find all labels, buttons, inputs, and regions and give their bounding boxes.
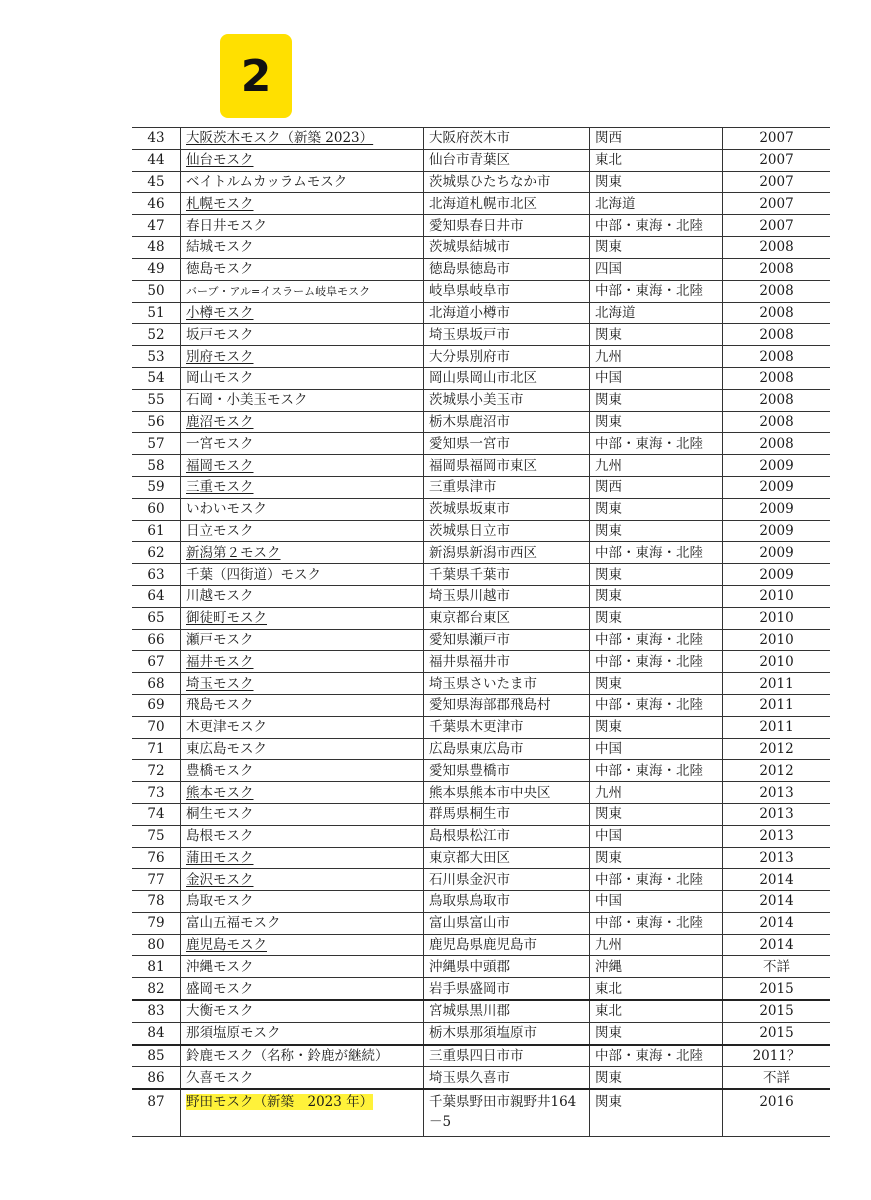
established-year: 2011 [759, 719, 794, 736]
established-year: 2011 [759, 675, 794, 692]
row-number: 69 [147, 697, 165, 714]
table-row [132, 585, 830, 607]
mosque-location: 大阪府茨木市 [429, 130, 510, 147]
mosque-location: 茨城県結城市 [429, 239, 510, 256]
established-year: 2011 [759, 697, 794, 714]
established-year: 2008 [759, 326, 794, 343]
mosque-region: 中部・東海・北陸 [595, 217, 703, 234]
mosque-region: 中部・東海・北陸 [595, 915, 703, 932]
mosque-region: 関東 [595, 501, 622, 518]
row-number: 78 [147, 893, 165, 910]
row-number: 85 [147, 1048, 165, 1065]
mosque-list-table [132, 127, 830, 1137]
mosque-region: 東北 [595, 152, 622, 169]
established-year: 2013 [759, 806, 794, 823]
mosque-location: 福井県福井市 [429, 653, 510, 670]
mosque-name: 鈴鹿モスク（名称・鈴鹿が継続） [186, 1048, 389, 1065]
mosque-region: 九州 [595, 348, 622, 365]
mosque-region: 沖縄 [595, 958, 622, 975]
mosque-name: 川越モスク [186, 588, 254, 605]
row-number: 58 [147, 457, 165, 474]
mosque-name: 日立モスク [186, 522, 254, 539]
mosque-location: 千葉県千葉市 [429, 566, 510, 583]
mosque-name: 野田モスク（新築 2023 年） [186, 1094, 374, 1111]
mosque-location: 栃木県鹿沼市 [429, 413, 510, 430]
mosque-location: 宮城県黒川郡 [429, 1003, 510, 1020]
mosque-location: 千葉県野田市親野井164－5 [429, 1094, 577, 1131]
mosque-region: 東北 [595, 980, 622, 997]
mosque-location: 三重県四日市市 [429, 1048, 524, 1065]
established-year: 2008 [759, 435, 794, 452]
mosque-region: 中部・東海・北陸 [595, 631, 703, 648]
row-number: 52 [147, 326, 165, 343]
mosque-name: 福岡モスク [186, 457, 254, 474]
mosque-name: ベイトルムカッラムモスク [186, 173, 348, 190]
mosque-location: 埼玉県久喜市 [429, 1069, 510, 1086]
established-year: 2009 [759, 522, 794, 539]
established-year: 2009 [759, 566, 794, 583]
mosque-region: 関東 [595, 413, 622, 430]
mosque-region: 中国 [595, 740, 622, 757]
mosque-location: 島根県松江市 [429, 828, 510, 845]
mosque-name: 埼玉モスク [186, 675, 254, 692]
established-year: 2007 [759, 173, 794, 190]
row-number: 76 [147, 849, 165, 866]
row-number: 54 [147, 370, 165, 387]
mosque-location: 栃木県那須塩原市 [429, 1025, 537, 1042]
mosque-region: 九州 [595, 937, 622, 954]
table-row [132, 803, 830, 825]
table-row [132, 1000, 830, 1022]
mosque-name: 島根モスク [186, 828, 254, 845]
table-row [132, 1089, 830, 1137]
mosque-location: 鹿児島県鹿児島市 [429, 937, 537, 954]
mosque-region: 中部・東海・北陸 [595, 697, 703, 714]
established-year: 2008 [759, 261, 794, 278]
table-row [132, 629, 830, 651]
established-year: 2013 [759, 849, 794, 866]
mosque-location: 愛知県春日井市 [429, 217, 524, 234]
mosque-region: 関東 [595, 719, 622, 736]
table-row [132, 912, 830, 934]
table-row [132, 520, 830, 542]
established-year: 2010 [759, 653, 794, 670]
mosque-region: 九州 [595, 457, 622, 474]
mosque-name: 別府モスク [186, 348, 254, 365]
row-number: 47 [147, 217, 165, 234]
mosque-region: 中部・東海・北陸 [595, 1048, 703, 1065]
row-number: 43 [147, 130, 165, 147]
mosque-location: 東京都台東区 [429, 610, 510, 627]
mosque-name: 御徒町モスク [186, 610, 267, 627]
mosque-region: 関東 [595, 326, 622, 343]
mosque-region: 中部・東海・北陸 [595, 435, 703, 452]
established-year: 2007 [759, 195, 794, 212]
established-year: 2008 [759, 283, 794, 300]
mosque-location: 三重県津市 [429, 479, 497, 496]
mosque-name: 那須塩原モスク [186, 1025, 281, 1042]
established-year: 2009 [759, 544, 794, 561]
table-row [132, 346, 830, 368]
mosque-region: 関東 [595, 566, 622, 583]
established-year: 不詳 [763, 958, 790, 975]
table-row [132, 389, 830, 411]
mosque-region: 北海道 [595, 195, 636, 212]
mosque-name: 富山五福モスク [186, 915, 281, 932]
mosque-name: 岡山モスク [186, 370, 254, 387]
mosque-location: 愛知県瀬戸市 [429, 631, 510, 648]
mosque-location: 茨城県ひたちなか市 [429, 173, 551, 190]
mosque-region: 関東 [595, 1025, 622, 1042]
mosque-region: 中部・東海・北陸 [595, 762, 703, 779]
table-row [132, 302, 830, 324]
row-number: 65 [147, 610, 165, 627]
table-row [132, 1022, 830, 1044]
row-number: 68 [147, 675, 165, 692]
mosque-region: 関東 [595, 173, 622, 190]
table-row [132, 956, 830, 978]
mosque-region: 東北 [595, 1003, 622, 1020]
row-number: 63 [147, 566, 165, 583]
table-row [132, 564, 830, 586]
mosque-name: 結城モスク [186, 239, 254, 256]
row-number: 61 [147, 522, 165, 539]
mosque-name: 木更津モスク [186, 719, 267, 736]
established-year: 不詳 [763, 1069, 790, 1086]
mosque-name: 熊本モスク [186, 784, 254, 801]
mosque-region: 中国 [595, 828, 622, 845]
table-row [132, 280, 830, 302]
table-row [132, 607, 830, 629]
table-row [132, 171, 830, 193]
mosque-region: 関東 [595, 1094, 622, 1111]
table-row [132, 455, 830, 477]
row-number: 86 [147, 1069, 165, 1086]
mosque-location: 熊本県熊本市中央区 [429, 784, 551, 801]
mosque-name: 金沢モスク [186, 871, 254, 888]
mosque-region: 関西 [595, 479, 622, 496]
row-number: 70 [147, 719, 165, 736]
row-number: 67 [147, 653, 165, 670]
mosque-name: 仙台モスク [186, 152, 254, 169]
table-row [132, 149, 830, 171]
mosque-name: 蒲田モスク [186, 849, 254, 866]
established-year: 2012 [759, 740, 794, 757]
row-number: 57 [147, 435, 165, 452]
mosque-name: 新潟第２モスク [186, 544, 281, 561]
mosque-name: 三重モスク [186, 479, 254, 496]
table-row [132, 193, 830, 215]
mosque-region: 九州 [595, 784, 622, 801]
table-row [132, 825, 830, 847]
table-row [132, 476, 830, 498]
mosque-location: 鳥取県鳥取市 [429, 893, 510, 910]
mosque-region: 中部・東海・北陸 [595, 653, 703, 670]
mosque-name: 瀬戸モスク [186, 631, 254, 648]
mosque-location: 埼玉県川越市 [429, 588, 510, 605]
row-number: 66 [147, 631, 165, 648]
mosque-name: 豊橋モスク [186, 762, 254, 779]
table-row [132, 324, 830, 346]
established-year: 2014 [759, 893, 794, 910]
mosque-name: 桐生モスク [186, 806, 254, 823]
table-row [132, 760, 830, 782]
mosque-region: 関東 [595, 675, 622, 692]
row-number: 56 [147, 413, 165, 430]
established-year: 2016 [759, 1094, 794, 1111]
table-row [132, 782, 830, 804]
mosque-location: 岩手県盛岡市 [429, 980, 510, 997]
mosque-name: 一宮モスク [186, 435, 254, 452]
established-year: 2008 [759, 370, 794, 387]
mosque-region: 中部・東海・北陸 [595, 871, 703, 888]
table-row [132, 891, 830, 913]
mosque-region: 北海道 [595, 304, 636, 321]
mosque-region: 関東 [595, 239, 622, 256]
mosque-name: 小樽モスク [186, 304, 254, 321]
mosque-location: 徳島県徳島市 [429, 261, 510, 278]
established-year: 2014 [759, 915, 794, 932]
row-number: 51 [147, 304, 165, 321]
mosque-name: 鳥取モスク [186, 893, 254, 910]
row-number: 79 [147, 915, 165, 932]
established-year: 2007 [759, 217, 794, 234]
row-number: 71 [147, 740, 165, 757]
mosque-location: 愛知県豊橋市 [429, 762, 510, 779]
established-year: 2012 [759, 762, 794, 779]
mosque-name: 東広島モスク [186, 740, 267, 757]
row-number: 82 [147, 980, 165, 997]
established-year: 2008 [759, 239, 794, 256]
mosque-location: 埼玉県さいたま市 [429, 675, 537, 692]
row-number: 77 [147, 871, 165, 888]
mosque-region: 四国 [595, 261, 622, 278]
mosque-location: 茨城県日立市 [429, 522, 510, 539]
mosque-location: 新潟県新潟市西区 [429, 544, 537, 561]
table-row [132, 367, 830, 389]
mosque-region: 中国 [595, 893, 622, 910]
table-row [132, 215, 830, 237]
mosque-region: 関東 [595, 588, 622, 605]
table-row [132, 411, 830, 433]
mosque-location: 広島県東広島市 [429, 740, 524, 757]
row-number: 74 [147, 806, 165, 823]
mosque-location: 東京都大田区 [429, 849, 510, 866]
mosque-region: 関東 [595, 522, 622, 539]
table-row [132, 716, 830, 738]
established-year: 2008 [759, 348, 794, 365]
mosque-location: 岐阜県岐阜市 [429, 283, 510, 300]
mosque-region: 関東 [595, 610, 622, 627]
table-row [132, 258, 830, 280]
mosque-location: 北海道札幌市北区 [429, 195, 537, 212]
established-year: 2009 [759, 457, 794, 474]
mosque-location: 岡山県岡山市北区 [429, 370, 537, 387]
row-number: 75 [147, 828, 165, 845]
mosque-name: 福井モスク [186, 653, 254, 670]
table-row [132, 869, 830, 891]
table-row [132, 694, 830, 716]
established-year: 2008 [759, 392, 794, 409]
established-year: 2010 [759, 588, 794, 605]
mosque-name: 石岡・小美玉モスク [186, 392, 308, 409]
mosque-location: 愛知県海部郡飛島村 [429, 697, 551, 714]
mosque-name: いわいモスク [186, 501, 267, 518]
row-number: 62 [147, 544, 165, 561]
established-year: 2015 [759, 1025, 794, 1042]
mosque-name: 鹿児島モスク [186, 937, 267, 954]
mosque-region: 中部・東海・北陸 [595, 544, 703, 561]
established-year: 2013 [759, 784, 794, 801]
mosque-location: 千葉県木更津市 [429, 719, 524, 736]
row-number: 50 [147, 283, 165, 300]
row-number: 87 [147, 1094, 165, 1111]
mosque-name: 飛島モスク [186, 697, 254, 714]
mosque-name: 久喜モスク [186, 1069, 254, 1086]
mosque-region: 関東 [595, 392, 622, 409]
row-number: 46 [147, 195, 165, 212]
mosque-location: 埼玉県坂戸市 [429, 326, 510, 343]
mosque-location: 茨城県小美玉市 [429, 392, 524, 409]
mosque-name: 大衡モスク [186, 1003, 254, 1020]
mosque-name: 札幌モスク [186, 195, 254, 212]
established-year: 2009 [759, 501, 794, 518]
established-year: 2010 [759, 631, 794, 648]
mosque-name: バーブ・アル=イスラーム岐阜モスク [186, 284, 371, 298]
mosque-location: 福岡県福岡市東区 [429, 457, 537, 474]
mosque-name: 千葉（四街道）モスク [186, 566, 321, 583]
mosque-name: 春日井モスク [186, 217, 267, 234]
row-number: 73 [147, 784, 165, 801]
mosque-region: 関東 [595, 806, 622, 823]
established-year: 2007 [759, 152, 794, 169]
mosque-location: 茨城県坂東市 [429, 501, 510, 518]
established-year: 2013 [759, 828, 794, 845]
row-number: 84 [147, 1025, 165, 1042]
mosque-region: 関東 [595, 849, 622, 866]
mosque-name: 盛岡モスク [186, 980, 254, 997]
mosque-name: 沖縄モスク [186, 958, 254, 975]
mosque-location: 北海道小樽市 [429, 304, 510, 321]
table-row [132, 738, 830, 760]
mosque-location: 石川県金沢市 [429, 871, 510, 888]
row-number: 80 [147, 937, 165, 954]
established-year: 2008 [759, 304, 794, 321]
row-number: 60 [147, 501, 165, 518]
table-row [132, 978, 830, 1000]
established-year: 2015 [759, 1003, 794, 1020]
table-row [132, 498, 830, 520]
mosque-region: 中部・東海・北陸 [595, 283, 703, 300]
table-row [132, 673, 830, 695]
table-row [132, 1067, 830, 1089]
row-number: 81 [147, 958, 165, 975]
mosque-location: 大分県別府市 [429, 348, 510, 365]
mosque-location: 富山県富山市 [429, 915, 510, 932]
mosque-region: 中国 [595, 370, 622, 387]
mosque-location: 沖縄県中頭郡 [429, 958, 510, 975]
row-number: 83 [147, 1003, 165, 1020]
table-body [132, 128, 830, 1137]
mosque-name: 大阪茨木モスク（新築 2023） [186, 130, 374, 147]
table-row [132, 236, 830, 258]
row-number: 49 [147, 261, 165, 278]
established-year: 2011？ [752, 1048, 801, 1065]
established-year: 2014 [759, 871, 794, 888]
row-number: 53 [147, 348, 165, 365]
table-row [132, 433, 830, 455]
mosque-location: 群馬県桐生市 [429, 806, 510, 823]
established-year: 2010 [759, 610, 794, 627]
mosque-location: 仙台市青葉区 [429, 152, 510, 169]
table-row [132, 1045, 830, 1067]
row-number: 59 [147, 479, 165, 496]
mosque-name: 鹿沼モスク [186, 413, 254, 430]
table-row [132, 847, 830, 869]
row-number: 72 [147, 762, 165, 779]
mosque-location: 愛知県一宮市 [429, 435, 510, 452]
page-number-badge: 2 [220, 34, 292, 118]
established-year: 2014 [759, 937, 794, 954]
row-number: 64 [147, 588, 165, 605]
established-year: 2009 [759, 479, 794, 496]
mosque-region: 関西 [595, 130, 622, 147]
mosque-name: 坂戸モスク [186, 326, 254, 343]
established-year: 2007 [759, 130, 794, 147]
row-number: 45 [147, 173, 165, 190]
established-year: 2008 [759, 413, 794, 430]
established-year: 2015 [759, 980, 794, 997]
table-row [132, 128, 830, 150]
table-row [132, 651, 830, 673]
table-row [132, 542, 830, 564]
table-row [132, 934, 830, 956]
mosque-name: 徳島モスク [186, 261, 254, 278]
mosque-region: 関東 [595, 1069, 622, 1086]
row-number: 48 [147, 239, 165, 256]
row-number: 55 [147, 392, 165, 409]
row-number: 44 [147, 152, 165, 169]
